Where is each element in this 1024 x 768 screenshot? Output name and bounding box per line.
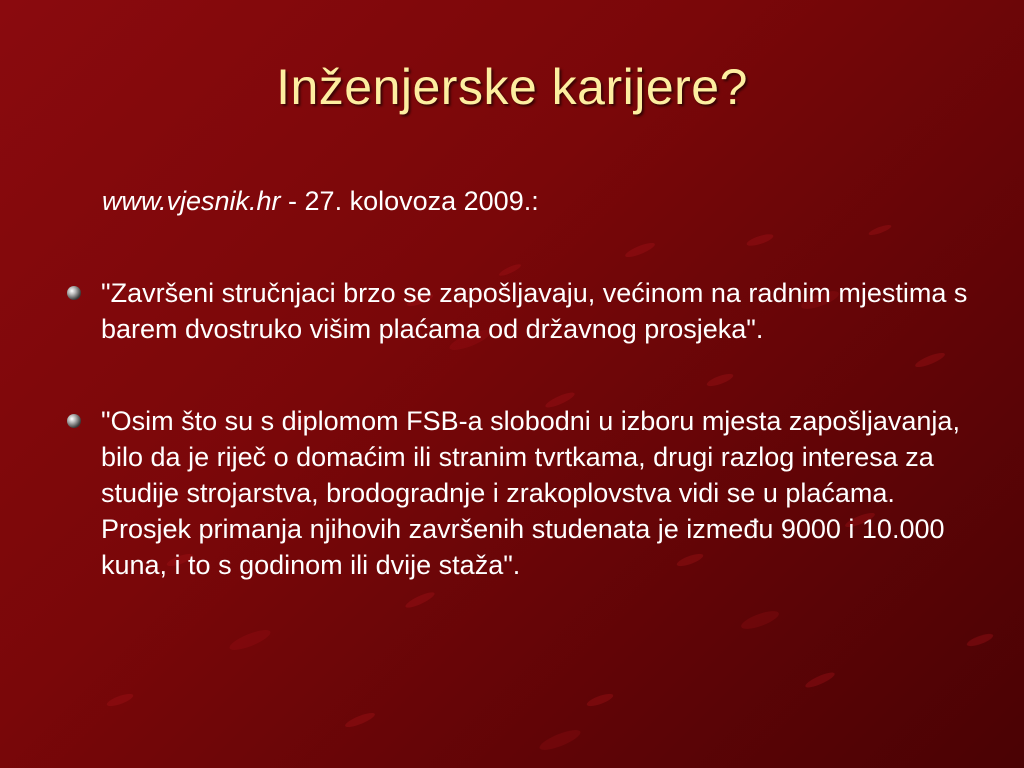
source-site: www.vjesnik.hr (102, 186, 281, 216)
bullet-text: "Osim što su s diplomom FSB-a slobodni u izboru mjesta zapošljavanja, bilo da je riječ o domaćim ili stranim tvrtkama, drugi razlog interesa za studije strojarstva, brodogradnje i zrakoplovstva vidi se u plaćama. Prosjek primanja njihovih završenih studenata je između 9000 i 10.000 kuna, i to s godinom ili dvije staža". (101, 406, 960, 580)
list-item (66, 403, 986, 583)
sphere-bullet-icon (66, 413, 82, 429)
bullet-text: "Završeni stručnjaci brzo se zapošljavaju, većinom na radnim mjestima s barem dvostruko višim plaćama od državnog prosjeka". (101, 278, 968, 344)
source-date: - 27. kolovoza 2009.: (280, 186, 539, 216)
sphere-bullet-icon (66, 285, 82, 301)
bullet-list (66, 275, 986, 583)
slide-title: Inženjerske karijere? (276, 59, 748, 115)
source-line (102, 186, 539, 217)
list-item (66, 275, 986, 347)
